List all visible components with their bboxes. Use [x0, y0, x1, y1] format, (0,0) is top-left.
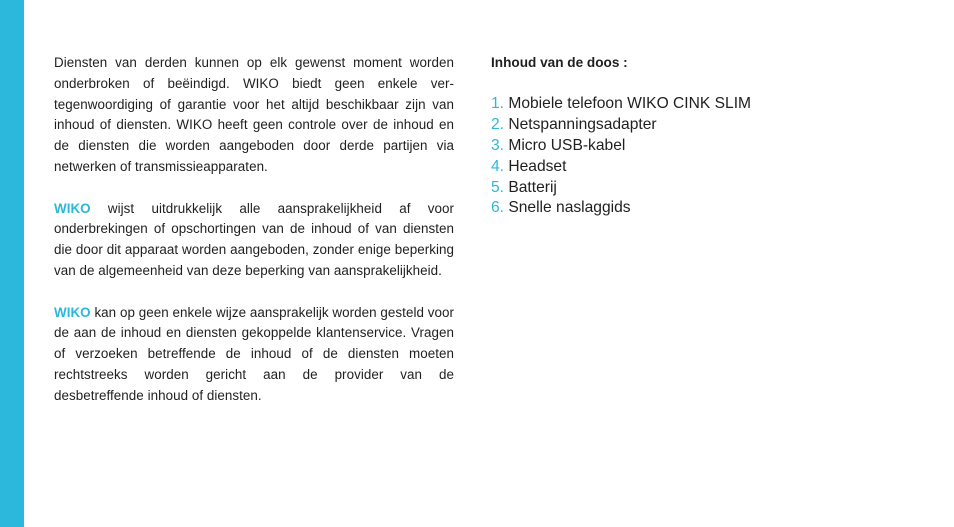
list-item [491, 157, 911, 178]
item-number: 2. [491, 116, 505, 134]
disclaimer-column [54, 53, 454, 427]
item-label: Headset [504, 157, 567, 175]
side-accent-bar [0, 0, 24, 527]
list-item [491, 178, 911, 199]
brand-name: WIKO [54, 304, 91, 320]
item-number: 1. [491, 95, 505, 113]
paragraph-text: kan op geen enkele wijze aansprakelijk worden gesteld voor de aan de inhoud en diensten gekoppelde klantenservice. Vragen of verzoeken betreffende de inhoud of de diensten moeten rechtstreeks worden gericht aan de provider van de desbetreffende inhoud of diensten. [54, 304, 454, 403]
box-contents-list [491, 94, 911, 219]
list-item [491, 198, 911, 219]
disclaimer-paragraph-1: Diensten van derden kunnen op elk gewenst moment worden onderbroken of beëindigd. WIKO biedt geen enkele vertegenwoordiging of garantie voor het altijd beschikbaar zijn van inhoud of diensten. WIKO heeft geen controle over de inhoud en de diensten die worden aangeboden door derde partijen via netwerken of transmissieapparaten. [54, 55, 454, 174]
item-label: Mobiele telefoon WIKO CINK SLIM [504, 95, 752, 113]
box-contents-column [491, 53, 911, 219]
list-item [491, 136, 911, 157]
item-label: Netspanningsadapter [504, 116, 657, 134]
item-number: 5. [491, 178, 505, 196]
item-label: Snelle naslaggids [504, 199, 631, 217]
item-number: 3. [491, 136, 505, 154]
list-item [491, 115, 911, 136]
brand-name: WIKO [54, 200, 91, 216]
item-number: 4. [491, 157, 505, 175]
disclaimer-paragraph-3 [54, 303, 454, 407]
item-label: Batterij [504, 178, 557, 196]
disclaimer-paragraph-2 [54, 199, 454, 282]
list-item [491, 94, 911, 115]
box-contents-title: Inhoud van de doos : [491, 55, 628, 70]
item-label: Micro USB-kabel [504, 136, 626, 154]
paragraph-text: wijst uitdrukkelijk alle aansprakelijkheid af voor onderbrekingen of opschortingen van de inhoud of van diensten die door dit apparaat worden aangeboden, zonder enige beperking van de algemeenheid van deze beperking van aansprakelijkheid. [54, 200, 454, 278]
item-number: 6. [491, 199, 505, 217]
